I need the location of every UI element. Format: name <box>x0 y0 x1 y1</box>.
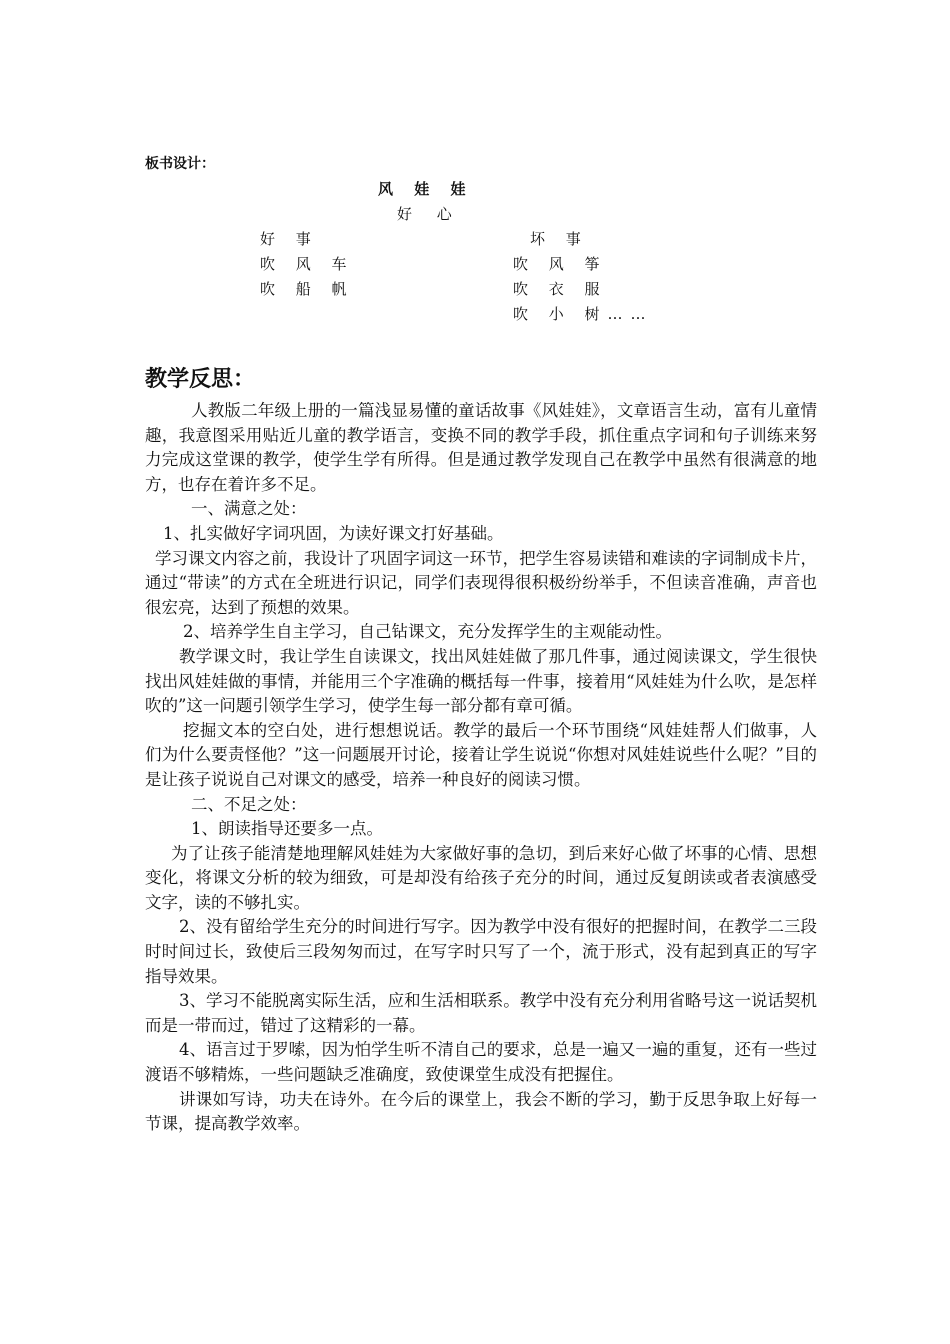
paragraph: 为了让孩子能清楚地理解风娃娃为大家做好事的急切，到后来好心做了坏事的心情、思想变化，将课文分析的较为细致，可是却没有给孩子充分的时间，通过反复朗读或者表演感受文字，读的不够扎实。 <box>145 843 817 912</box>
paragraph: 2、没有留给学生充分的时间进行写字。因为教学中没有很好的把握时间，在教学二三段时时间过长，致使后三段匆匆而过，在写字时只写了一个，流于形式，没有起到真正的写字指导效果。 <box>145 917 817 986</box>
board-subtitle: 好 心 <box>397 205 462 223</box>
section-heading-satisfied: 一、满意之处： <box>191 499 307 519</box>
board-right-heading: 坏 事 <box>530 230 589 248</box>
board-title: 风 娃 娃 <box>378 180 474 198</box>
board-left-item: 吹 风 车 <box>260 255 355 273</box>
board-design-label: 板书设计： <box>145 156 215 172</box>
paragraph: 3、学习不能脱离实际生活，应和生活相联系。教学中没有充分利用省略号这一说话契机而是一带而过，错过了这精彩的一幕。 <box>145 991 817 1035</box>
board-left-item: 吹 船 帆 <box>260 280 355 298</box>
paragraph: 4、语言过于罗嗦，因为怕学生听不清自己的要求，总是一遍又一遍的重复，还有一些过渡语不够精炼，一些问题缺乏准确度，致使课堂生成没有把握住。 <box>145 1040 817 1085</box>
board-right-item: 吹 小 树…… <box>513 305 654 323</box>
paragraph: 挖掘文本的空白处，进行想想说话。教学的最后一个环节围绕“风娃娃帮人们做事，人们为什么要责怪他？”这一问题展开讨论，接着让学生说说“你想对风娃娃说些什么呢？”目的是让孩子说说自己对课文的感受，培养一种良好的阅读习惯。 <box>145 720 817 789</box>
board-right-item: 吹 衣 服 <box>513 280 608 298</box>
reflection-body <box>145 399 817 1137</box>
board-left-heading: 好 事 <box>260 230 319 248</box>
point-heading: 1、扎实做好字词巩固，为读好课文打好基础。 <box>163 523 504 543</box>
paragraph: 人教版二年级上册的一篇浅显易懂的童话故事《风娃娃》，文章语言生动，富有儿童情趣，我意图采用贴近儿童的教学语言，变换不同的教学手段，抓住重点字词和句子训练来努力完成这堂课的教学，使学生学有所得。但是通过教学发现自己在教学中虽然有很满意的地方，也存在着许多不足。 <box>145 401 817 494</box>
paragraph: 讲课如写诗，功夫在诗外。在今后的课堂上，我会不断的学习，勤于反思争取上好每一节课，提高教学效率。 <box>145 1089 817 1134</box>
board-right-item: 吹 风 筝 <box>513 255 608 273</box>
point-heading: 2、培养学生自主学习，自己钻课文，充分发挥学生的主观能动性。 <box>183 622 672 642</box>
section-heading-shortcomings: 二、不足之处： <box>191 794 307 814</box>
reflection-title: 教学反思： <box>145 367 256 392</box>
paragraph: 学习课文内容之前，我设计了巩固字词这一环节，把学生容易读错和难读的字词制成卡片，通过“带读”的方式在全班进行识记，同学们表现得很积极纷纷举手，不但读音准确，声音也很宏亮，达到了预想的效果。 <box>145 548 817 617</box>
point-heading: 1、朗读指导还要多一点。 <box>191 819 383 839</box>
paragraph: 教学课文时，我让学生自读课文，找出风娃娃做了那几件事，通过阅读课文，学生很快找出风娃娃做的事情，并能用三个字准确的概括每一件事，接着用“风娃娃为什么吹，是怎样吹的”这一问题引领学生学习，使学生每一部分都有章可循。 <box>145 646 817 716</box>
